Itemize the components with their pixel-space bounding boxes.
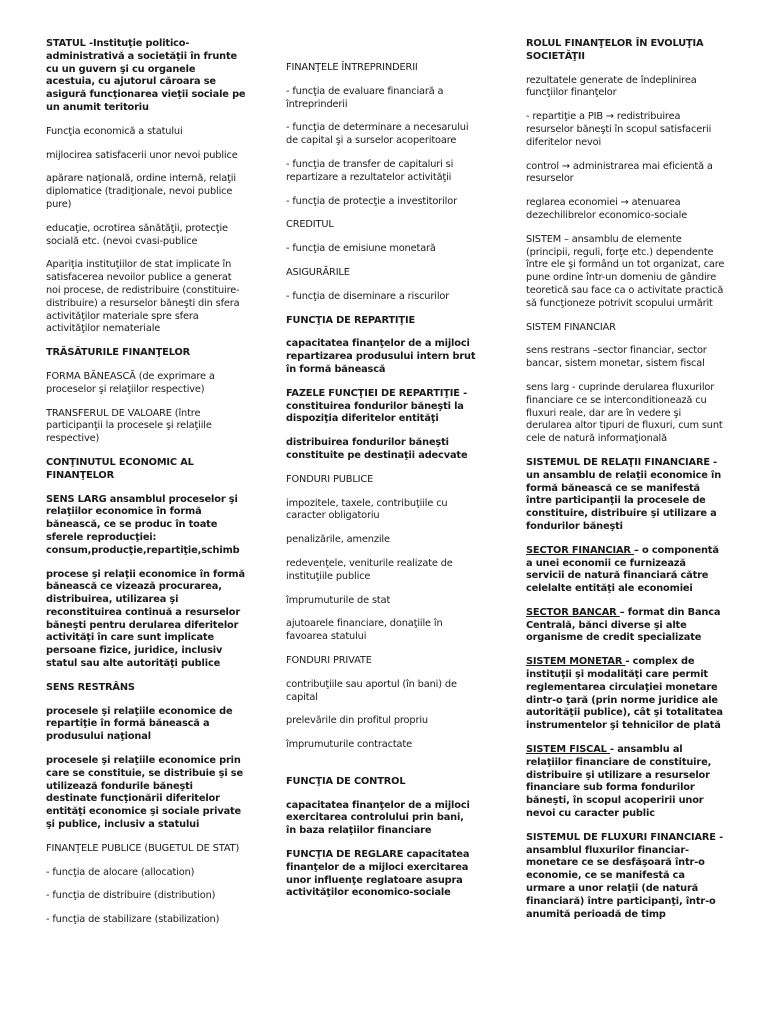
paragraph: rezultatele generate de îndeplinirea funcţiilor finanţelor [526, 74, 697, 99]
paragraph: distribuirea fondurilor băneşti constituite pe destinaţii adecvate [286, 437, 468, 461]
heading: SENS RESTRÂNS [46, 681, 135, 693]
paragraph: procesele şi relaţiile economice de repartiţie în formă bănească a produsului naţional [46, 705, 233, 743]
paragraph: FUNCŢIA DE REGLARE capacitatea finanţelor de a mijloci exercitarea unor influenţe reglatoare asupra activităţilor economico-sociale [286, 849, 470, 899]
list-item: - funcţia de diseminare a riscurilor [286, 290, 450, 302]
definition-sistem-fiscal [526, 744, 726, 821]
column-left [46, 38, 246, 938]
paragraph: SISTEMUL DE RELAŢII FINANCIARE -un ansamblu de relaţii economice în formă bănească ce se manifestă între participanţii la procesele de constituire, distribuire şi utilizare a fondurilor băneşti [526, 456, 722, 532]
list-item: ajutoarele financiare, donaţiile în favoarea statului [286, 618, 443, 643]
heading: FONDURI PRIVATE [286, 654, 372, 666]
paragraph: Funcţia economică a statului [46, 125, 183, 137]
list-item: - funcţia de emisiune monetară [286, 243, 436, 255]
heading: ROLUL FINANŢELOR ÎN EVOLUŢIA SOCIETĂŢII [526, 38, 704, 62]
paragraph: SISTEM – ansamblu de elemente (principii, reguli, forţe etc.) dependente între ele şi formând un tot organizat, care pune ordine într-un domeniu de gândire teoretică sau face ca o activitate practică să funcţioneze potrivit scopului urmărit [526, 233, 725, 309]
paragraph: reglarea economiei → atenuarea dezechilibrelor economico-sociale [526, 197, 688, 221]
heading: FINANŢELE PUBLICE (BUGETUL DE STAT) [46, 842, 240, 854]
paragraph: - repartiţie a PIB → redistribuirea resurselor băneşti în scopul satisfacerii diferitelor nevoi [526, 111, 712, 148]
definition-sector-bancar [526, 607, 726, 645]
paragraph: capacitatea finanţelor de a mijloci repartizarea produsului intern brut în formă bănească [286, 338, 476, 375]
list-item: - funcţia de transfer de capitaluri si repartizare a rezultatelor activităţii [286, 158, 454, 183]
paragraph: SISTEMUL DE FLUXURI FINANCIARE - ansamblul fluxurilor financiar-monetare ce se desfăşoară într-o economie, ce se manifestă ca urmare a unor relaţii (de natură financiară) între participanţi, într-o anumită perioadă de timp [526, 831, 724, 920]
heading: FUNCŢIA DE CONTROL [286, 775, 406, 787]
paragraph: TRANSFERUL DE VALOARE (între participanţii la procesele şi relaţiile respective) [46, 407, 212, 445]
paragraph: control → administrarea mai eficientă a resurselor [526, 160, 713, 185]
heading: CREDITUL [286, 219, 334, 231]
column-right [526, 38, 726, 932]
list-item: - funcţia de determinare a necesarului de capital şi a surselor acoperitoare [286, 122, 469, 147]
heading: SISTEM FINANCIAR [526, 321, 616, 333]
paragraph: FAZELE FUNCŢIEI DE REPARTIŢIE - constituirea fondurilor băneşti la dispoziţia diferitelor entităţi [286, 387, 468, 425]
paragraph: procesele şi relaţiile economice prin care se constituie, se distribuie şi se utilizează fondurile băneşti destinate funcţionării diferitelor entităţi economice şi sociale private şi publice, inclusiv a statului [46, 755, 243, 831]
paragraph: sens restrans –sector financiar, sector bancar, sistem monetar, sistem fiscal [526, 345, 707, 370]
list-item: - funcţia de stabilizare (stabilization) [46, 914, 220, 926]
paragraph: sens larg - cuprinde derularea fluxurilor financiare ce se interconditionează cu fluxuri reale, dar are în vedere şi derularea altor tipuri de fluxuri, cum sunt cele de natură informaţională [526, 381, 723, 445]
definition: – o componentă a unei economii ce furnizează servicii de natură financiară către celelalte entităţi ale economiei [526, 544, 719, 595]
list-item: redevenţele, veniturile realizate de instituţiile publice [286, 557, 453, 582]
definition-sistem-monetar [526, 656, 726, 733]
heading: FUNCŢIA DE REPARTIŢIE [286, 314, 415, 326]
paragraph: SENS LARG ansamblul proceselor şi relaţiilor economice în formă bănească, ce se produc în toate sferele reproducţiei: consum,producţie,repartiţie,schimb [46, 493, 240, 556]
list-item: împrumuturile contractate [286, 739, 412, 751]
paragraph: FORMA BĂNEASCĂ (de exprimare a proceselor şi relaţiilor respective) [46, 370, 215, 395]
heading: TRĂSĂTURILE FINANŢELOR [46, 347, 191, 359]
definition: - ansamblu al relaţiilor financiare de constituire, distribuire şi utilizare a resurselor financiare sub forma fondurilor băneşti, în scopul acoperirii unor nevoi cu caracter public [526, 744, 712, 820]
list-item: - funcţia de evaluare financiară a întreprinderii [286, 85, 444, 110]
paragraph: Apariţia instituţiilor de stat implicate în satisfacerea nevoilor publice a generat noi procese, de redistribuire (constituire-distribuire) a resurselor băneşti din sfera activităţilor materiale spre sfera activităţilor nemateriale [46, 259, 240, 335]
list-item: contribuţiile sau aportul (în bani) de capital [286, 678, 457, 703]
paragraph: mijlocirea satisfacerii unor nevoi publice [46, 149, 238, 161]
list-item: - funcţia de distribuire (distribution) [46, 890, 216, 902]
paragraph: capacitatea finanţelor de a mijloci exercitarea controlului prin bani, în baza relaţiilor financiare [286, 799, 470, 837]
heading: CONŢINUTUL ECONOMIC AL FINANŢELOR [46, 456, 194, 481]
heading: FONDURI PUBLICE [286, 473, 374, 485]
list-item: penalizările, amenzile [286, 534, 390, 546]
term: SECTOR FINANCIAR [526, 544, 635, 556]
column-middle [286, 62, 476, 911]
list-item: - funcţia de protecţie a investitorilor [286, 195, 457, 207]
paragraph-statul: STATUL -Instituţie politico-administrativă a societăţii în frunte cu un guvern şi cu organele acestuia, cu ajutorul căroara se asigură funcţionarea vieţii sociale pe un anumit teritoriu [46, 38, 246, 113]
paragraph: procese şi relaţii economice în formă bănească ce vizează procurarea, distribuirea, utilizarea şi reconstituirea continuă a resurselor băneşti pentru derularea diferitelor activităţi în care sunt implicate persoane fizice, juridice, inclusiv statul sau alte autorităţi publice [46, 568, 245, 670]
definition-sector-financiar [526, 545, 726, 596]
list-item: impozitele, taxele, contribuţiile cu caracter obligatoriu [286, 497, 448, 522]
heading: FINANŢELE ÎNTREPRINDERII [286, 62, 418, 73]
paragraph: apărare naţională, ordine internă, relaţii diplomatice (tradiţionale, nevoi publice pure) [46, 173, 236, 210]
definition: - complex de instituţii şi modalităţi care permit reglementarea circulaţiei monetare dintr-o ţară (prin norme juridice ale autorităţii publice), cât şi totalitatea instrumentelor şi tehnicilor de plată [526, 656, 723, 732]
list-item: împrumuturile de stat [286, 594, 391, 606]
term: SISTEM FISCAL [526, 744, 611, 756]
term: SECTOR BANCAR [526, 606, 620, 618]
paragraph: educaţie, ocrotirea sănătăţii, protecţie socială etc. (nevoi cvasi-publice [46, 222, 228, 247]
term: SISTEM MONETAR [526, 656, 626, 668]
list-item: prelevările din profitul propriu [286, 715, 428, 727]
definition: – format din Banca Centrală, bănci diverse şi alte organisme de credit specializate [526, 606, 721, 644]
heading: ASIGURĂRILE [286, 266, 350, 278]
list-item: - funcţia de alocare (allocation) [46, 866, 195, 878]
